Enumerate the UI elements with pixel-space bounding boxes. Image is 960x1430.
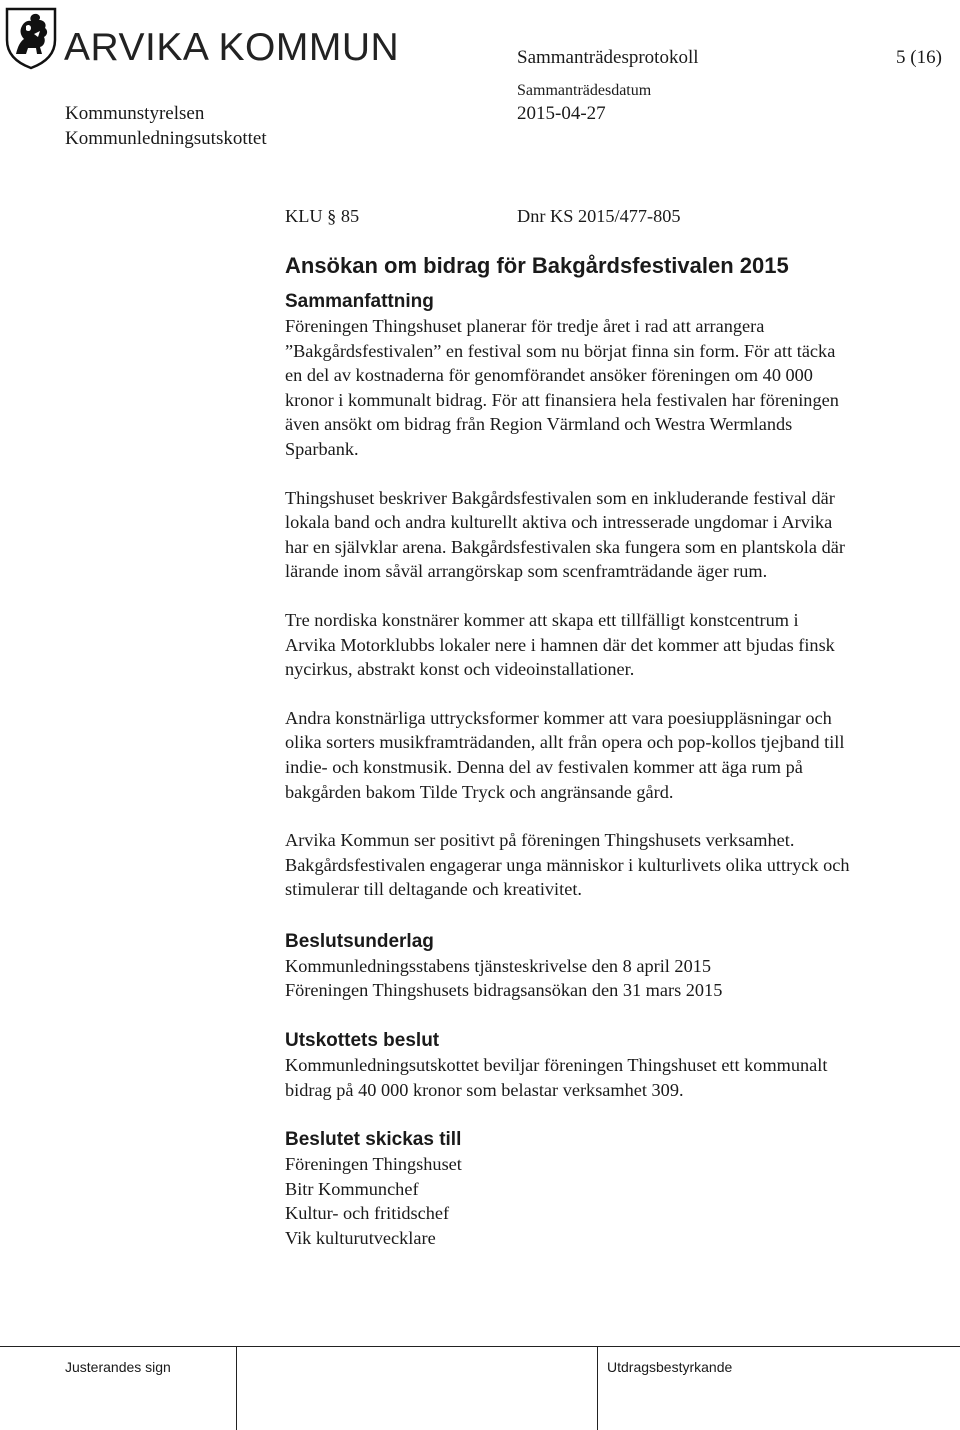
text-line: även ansökt om bidrag från Region Värmland och Westra Wermlands [285, 414, 793, 435]
text-line: kronor i kommunalt bidrag. För att finansiera hela festivalen har föreningen [285, 389, 839, 410]
document-body [285, 204, 945, 1251]
case-title: Ansökan om bidrag för Bakgårdsfestivalen 2015 [285, 253, 789, 278]
registration-number: Dnr KS 2015/477-805 [517, 206, 681, 226]
text-line: bakgården bakom Tilde Tryck och angränsande gård. [285, 781, 674, 802]
text-line: Kommunledningsutskottet beviljar föreningen Thingshuset ett kommunalt [285, 1055, 828, 1076]
summary-paragraph-2 [285, 486, 945, 584]
decision-text [285, 1053, 945, 1102]
organisation-board: Kommunstyrelsen [65, 103, 205, 124]
recipient-item: Vik kulturutvecklare [285, 1228, 436, 1249]
basis-heading: Beslutsunderlag [285, 930, 434, 952]
meeting-date-label: Sammanträdesdatum [517, 82, 652, 99]
basis-list [285, 954, 945, 1003]
summary-paragraph-4 [285, 706, 945, 804]
footer-column-divider [597, 1346, 598, 1430]
summary-paragraph-1 [285, 314, 945, 462]
decision-heading: Utskottets beslut [285, 1030, 440, 1052]
recipients-list [285, 1152, 945, 1250]
footer-column-divider [236, 1346, 237, 1430]
text-line: olika sorters musikframträdanden, allt från opera och pop-kollos tjejband till [285, 732, 845, 753]
text-line: Bakgårdsfestivalen engagerar unga människor i kulturlivets olika uttryck och [285, 854, 850, 875]
document-title: Sammanträdesprotokoll [517, 47, 699, 68]
text-line: stimulerar till deltagande och kreativitet. [285, 879, 582, 900]
text-line: ”Bakgårdsfestivalen” en festival som nu börjat finna sin form. För att täcka [285, 340, 836, 361]
recipient-item: Kultur- och fritidschef [285, 1203, 450, 1224]
recipients-heading: Beslutet skickas till [285, 1129, 462, 1151]
signature-field-label: Justerandes sign [65, 1359, 171, 1375]
text-line: har en självklar arena. Bakgårdsfestivalen ska fungera som en plantskola där [285, 536, 845, 557]
brand-name: ARVIKA KOMMUN [64, 26, 400, 69]
coat-of-arms-logo [4, 6, 58, 70]
footer-divider [0, 1346, 960, 1347]
summary-paragraph-5 [285, 828, 945, 902]
recipient-item: Föreningen Thingshuset [285, 1154, 462, 1175]
text-line: lärande inom såväl arrangörskap som scenframträdande äger rum. [285, 561, 768, 582]
summary-paragraph-3 [285, 608, 945, 682]
basis-item: Föreningen Thingshusets bidragsansökan den 31 mars 2015 [285, 980, 723, 1001]
basis-item: Kommunledningsstabens tjänsteskrivelse den 8 april 2015 [285, 955, 711, 976]
text-line: nycirkus, abstrakt konst och videoinstallationer. [285, 659, 635, 680]
text-line: indie- och konstmusik. Denna del av festivalen kommer att äga rum på [285, 756, 803, 777]
text-line: Thingshuset beskriver Bakgårdsfestivalen som en inkluderande festival där [285, 487, 835, 508]
text-line: Andra konstnärliga uttrycksformer kommer att vara poesiuppläsningar och [285, 707, 832, 728]
text-line: Sparbank. [285, 438, 359, 459]
organisation-committee: Kommunledningsutskottet [65, 128, 267, 149]
text-line: bidrag på 40 000 kronor som belastar verksamhet 309. [285, 1079, 684, 1100]
text-line: lokala band och andra kulturellt aktiva och intresserade ungdomar i Arvika [285, 512, 833, 533]
text-line: Arvika Motorklubbs lokaler nere i hamnen där det kommer att bjudas finsk [285, 634, 835, 655]
page-number: 5 (16) [896, 47, 942, 68]
text-line: Tre nordiska konstnärer kommer att skapa ett tillfälligt konstcentrum i [285, 609, 799, 630]
recipient-item: Bitr Kommunchef [285, 1178, 419, 1199]
case-reference-row [285, 204, 945, 230]
text-line: Föreningen Thingshuset planerar för tredje året i rad att arrangera [285, 316, 765, 336]
case-paragraph-number: KLU § 85 [285, 206, 360, 226]
summary-heading: Sammanfattning [285, 291, 434, 312]
extract-certification-label: Utdragsbestyrkande [607, 1359, 733, 1375]
text-line: en del av kostnaderna för genomförandet ansöker föreningen om 40 000 [285, 365, 813, 386]
meeting-date-value: 2015-04-27 [517, 103, 606, 124]
text-line: Arvika Kommun ser positivt på föreningen Thingshusets verksamhet. [285, 830, 795, 851]
